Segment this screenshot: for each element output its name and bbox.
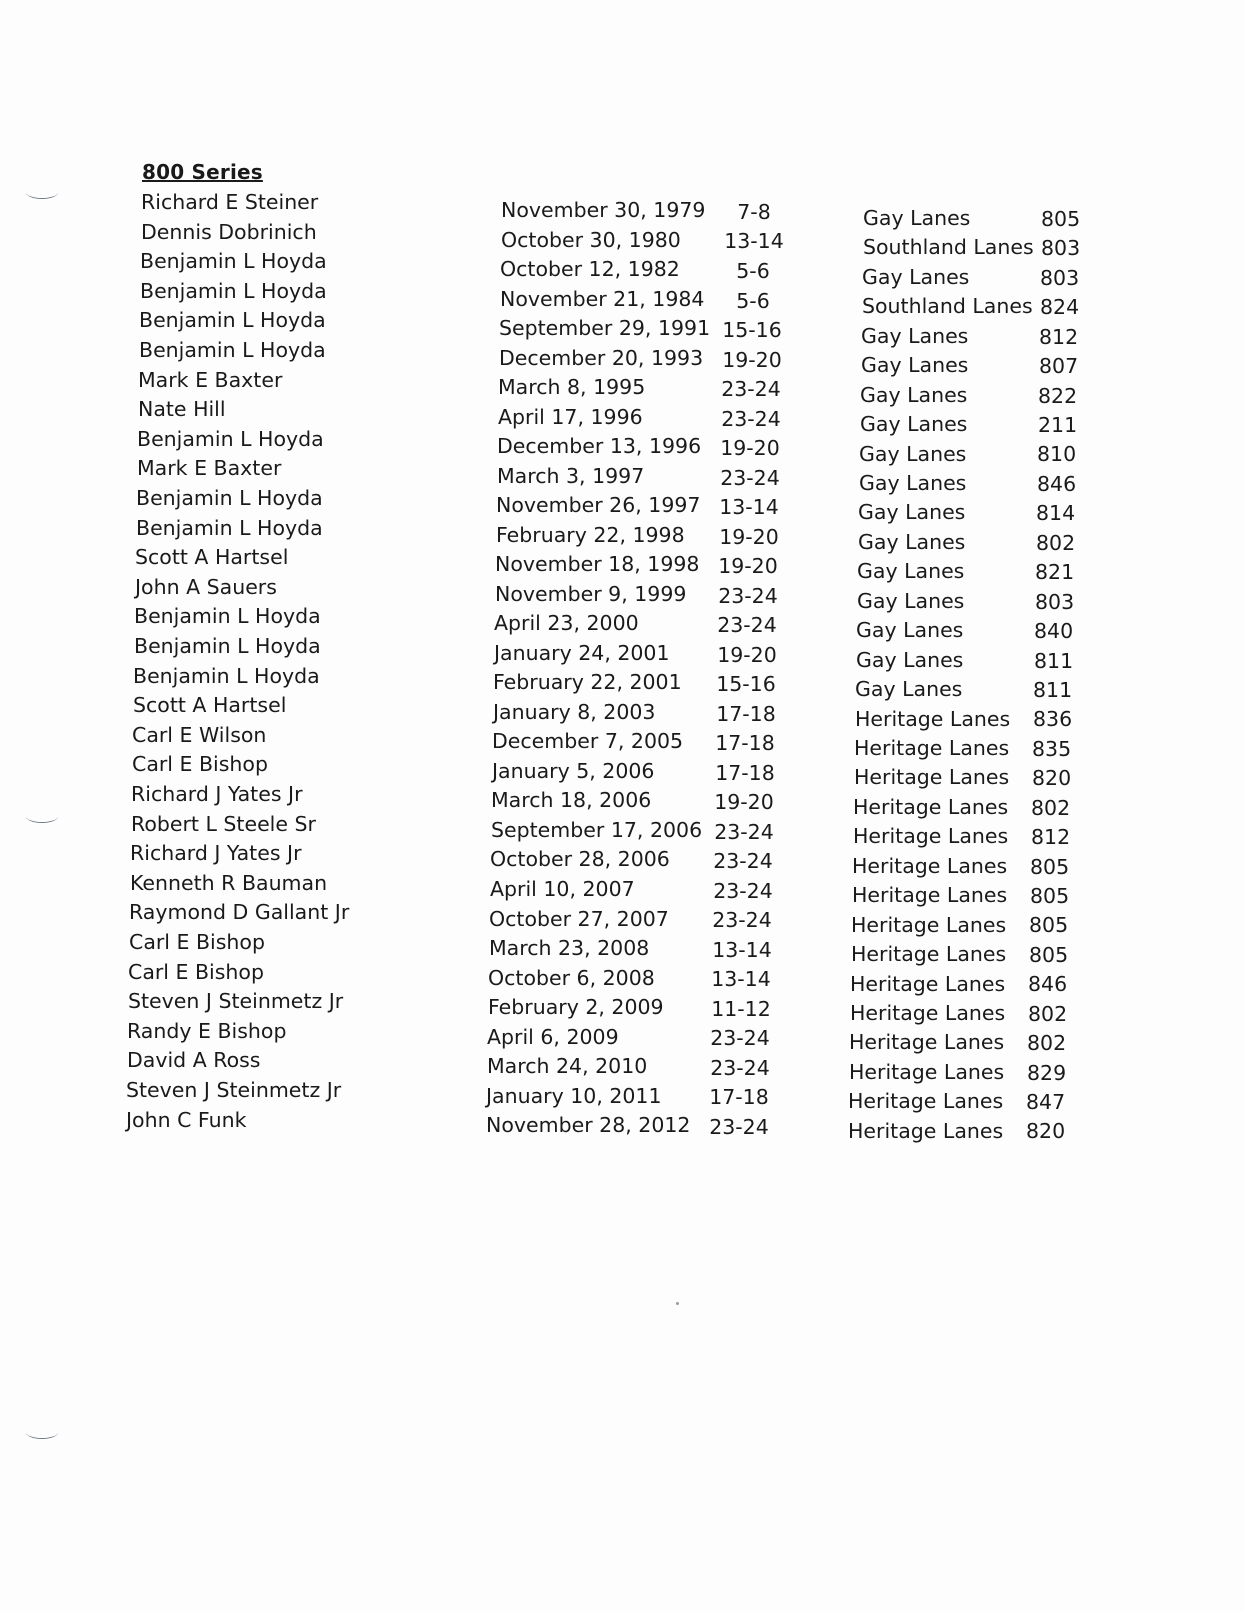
bowler-name: Steven J Steinmetz Jr — [128, 989, 344, 1014]
series-date: March 3, 1997 — [497, 463, 645, 488]
table-row — [128, 958, 1245, 997]
bowling-house: Heritage Lanes — [853, 794, 1009, 819]
bowler-name: Richard E Steiner — [141, 190, 319, 214]
series-games: 5-6 — [736, 258, 770, 283]
table-row — [127, 1046, 1245, 1085]
series-games: 23-24 — [717, 613, 777, 638]
series-date: March 24, 2010 — [487, 1054, 648, 1079]
series-score: 805 — [1030, 884, 1070, 908]
series-date: January 10, 2011 — [486, 1083, 662, 1108]
bowler-name: Benjamin L Hoyda — [140, 249, 327, 274]
series-score: 805 — [1029, 913, 1069, 938]
table-row — [128, 987, 1245, 1026]
bowling-house: Heritage Lanes — [849, 1059, 1005, 1084]
table-row — [136, 484, 1245, 526]
bowler-name: Richard J Yates Jr — [131, 782, 303, 806]
bowler-name: David A Ross — [127, 1048, 261, 1073]
bowling-house: Heritage Lanes — [851, 912, 1007, 937]
series-score: 814 — [1036, 501, 1076, 526]
table-row — [134, 632, 1245, 673]
bowler-name: Randy E Bishop — [127, 1018, 287, 1043]
page-title: 800 Series — [142, 160, 263, 184]
table-row — [135, 543, 1245, 585]
series-date: December 13, 1996 — [497, 434, 702, 459]
series-date: February 22, 2001 — [493, 670, 682, 695]
bowler-name: Benjamin L Hoyda — [136, 486, 323, 510]
series-score: 811 — [1034, 648, 1074, 673]
series-score: 836 — [1033, 707, 1073, 732]
series-games: 17-18 — [716, 701, 776, 726]
series-games: 19-20 — [722, 347, 782, 372]
bowling-house: Gay Lanes — [862, 264, 970, 289]
bowling-house: Heritage Lanes — [854, 765, 1010, 790]
series-score: 805 — [1041, 207, 1081, 231]
series-date: March 18, 2006 — [491, 788, 652, 813]
series-date: March 23, 2008 — [489, 936, 650, 961]
table-row — [140, 277, 1245, 320]
series-games: 23-24 — [714, 819, 774, 844]
bowling-house: Southland Lanes — [863, 235, 1034, 260]
series-games: 23-24 — [713, 878, 773, 903]
bowling-house: Gay Lanes — [855, 677, 963, 702]
bowling-house: Gay Lanes — [857, 588, 965, 613]
table-row — [139, 306, 1245, 349]
series-score: 840 — [1034, 619, 1074, 644]
series-games: 13-14 — [712, 937, 772, 962]
series-games: 13-14 — [719, 495, 779, 520]
series-score: 847 — [1026, 1090, 1066, 1115]
bowler-name: Benjamin L Hoyda — [140, 278, 327, 303]
table-row — [130, 869, 1245, 908]
series-games: 23-24 — [710, 1026, 770, 1051]
bowling-house: Heritage Lanes — [855, 706, 1011, 731]
table-row — [139, 336, 1245, 379]
series-date: November 26, 1997 — [496, 493, 701, 518]
bowling-house: Heritage Lanes — [849, 1030, 1005, 1055]
series-date: September 17, 2006 — [491, 817, 703, 842]
series-games: 19-20 — [719, 524, 779, 549]
table-row — [137, 454, 1245, 496]
series-games: 23-24 — [709, 1114, 769, 1139]
series-games: 23-24 — [721, 377, 781, 401]
series-games: 17-18 — [715, 731, 775, 756]
series-games: 17-18 — [709, 1085, 769, 1110]
series-games: 15-16 — [716, 672, 776, 697]
series-score: 211 — [1038, 413, 1078, 438]
bowler-name: Scott A Hartsel — [135, 545, 289, 570]
bowler-name: Richard J Yates Jr — [130, 841, 302, 866]
series-score: 812 — [1031, 825, 1071, 850]
series-score: 803 — [1041, 236, 1081, 261]
bowler-name: Robert L Steele Sr — [131, 811, 316, 836]
series-score: 821 — [1035, 560, 1075, 585]
bowler-name: Benjamin L Hoyda — [139, 338, 326, 362]
series-date: February 2, 2009 — [488, 995, 664, 1020]
table-row — [136, 514, 1245, 555]
series-date: October 6, 2008 — [488, 965, 655, 990]
table-row — [131, 810, 1245, 850]
bowler-name: Mark E Baxter — [137, 456, 282, 481]
bowler-name: Kenneth R Bauman — [130, 870, 328, 895]
table-row — [132, 750, 1245, 791]
series-date: November 21, 1984 — [500, 286, 705, 311]
series-score: 829 — [1027, 1060, 1067, 1085]
bowler-name: Dennis Dobrinich — [141, 219, 317, 244]
bowling-house: Gay Lanes — [858, 529, 966, 554]
series-games: 15-16 — [722, 318, 782, 342]
table-row — [127, 1017, 1245, 1056]
series-games: 5-6 — [736, 288, 770, 313]
series-games: 13-14 — [711, 967, 771, 992]
bowler-name: Benjamin L Hoyda — [136, 515, 323, 540]
table-row — [138, 395, 1245, 438]
series-date: January 5, 2006 — [492, 758, 655, 783]
series-date: November 30, 1979 — [501, 198, 706, 222]
series-score: 835 — [1032, 736, 1072, 761]
table-row — [131, 780, 1245, 820]
table-row — [135, 573, 1245, 614]
series-games: 19-20 — [718, 554, 778, 579]
series-games: 19-20 — [720, 436, 780, 461]
bowling-house: Gay Lanes — [859, 470, 967, 495]
series-games: 13-14 — [724, 229, 784, 254]
series-games: 17-18 — [715, 760, 775, 785]
bowler-name: John A Sauers — [135, 574, 277, 599]
table-row — [133, 691, 1245, 732]
series-score: 822 — [1038, 383, 1078, 408]
table-row — [134, 602, 1245, 644]
bowler-name: Benjamin L Hoyda — [134, 604, 321, 629]
series-date: October 30, 1980 — [501, 227, 681, 252]
table-row — [141, 188, 1245, 231]
series-date: February 22, 1998 — [496, 522, 685, 547]
series-games: 23-24 — [720, 465, 780, 490]
series-score: 846 — [1037, 471, 1077, 496]
series-score: 807 — [1039, 354, 1079, 379]
bowling-house: Gay Lanes — [856, 647, 964, 672]
bowling-house: Gay Lanes — [860, 412, 968, 437]
series-score: 803 — [1040, 265, 1080, 290]
table-row — [141, 218, 1245, 261]
bowling-house: Heritage Lanes — [853, 824, 1009, 849]
table-row — [137, 425, 1245, 467]
series-games: 23-24 — [721, 406, 781, 431]
bowling-house: Heritage Lanes — [854, 736, 1010, 760]
bowling-house: Gay Lanes — [861, 353, 969, 378]
series-score: 820 — [1026, 1119, 1066, 1144]
bowling-house: Heritage Lanes — [850, 971, 1006, 996]
series-date: January 24, 2001 — [494, 640, 670, 665]
series-score: 846 — [1028, 972, 1068, 997]
bowling-house: Southland Lanes — [862, 294, 1033, 319]
bowling-house: Heritage Lanes — [851, 942, 1007, 967]
bowler-name: John C Funk — [126, 1107, 247, 1132]
bowling-house: Gay Lanes — [861, 323, 969, 348]
table-row — [138, 366, 1245, 408]
series-score: 802 — [1031, 795, 1071, 820]
bowling-house: Heritage Lanes — [848, 1118, 1004, 1143]
series-date: April 17, 1996 — [498, 404, 643, 429]
bowling-house: Heritage Lanes — [850, 1001, 1006, 1025]
series-score: 820 — [1032, 766, 1072, 791]
series-score: 805 — [1029, 942, 1069, 967]
bowling-house: Heritage Lanes — [852, 853, 1008, 878]
series-date: November 18, 1998 — [495, 552, 700, 577]
bowler-name: Raymond D Gallant Jr — [129, 900, 350, 925]
series-score: 811 — [1033, 677, 1073, 702]
table-row — [129, 898, 1245, 938]
series-date: November 9, 1999 — [495, 581, 687, 606]
series-date: September 29, 1991 — [499, 316, 711, 341]
series-score: 802 — [1027, 1031, 1067, 1056]
bowling-house: Gay Lanes — [856, 618, 964, 643]
series-score: 805 — [1030, 854, 1070, 879]
series-games: 23-24 — [712, 908, 772, 933]
bowler-name: Nate Hill — [138, 397, 226, 422]
table-row — [133, 662, 1245, 702]
table-row — [129, 928, 1245, 967]
bowling-house: Gay Lanes — [858, 500, 966, 525]
series-date: October 28, 2006 — [490, 847, 670, 872]
series-date: January 8, 2003 — [493, 699, 656, 724]
series-score: 824 — [1040, 295, 1080, 320]
bowler-name: Benjamin L Hoyda — [137, 426, 324, 451]
series-games: 11-12 — [711, 996, 771, 1021]
series-score: 803 — [1035, 589, 1075, 614]
series-date: October 12, 1982 — [500, 257, 680, 282]
series-date: December 7, 2005 — [492, 729, 684, 754]
series-games: 23-24 — [713, 849, 773, 874]
series-score: 812 — [1039, 324, 1079, 349]
bowler-name: Carl E Bishop — [129, 930, 265, 954]
series-date: March 8, 1995 — [498, 375, 646, 400]
series-date: November 28, 2012 — [486, 1113, 691, 1138]
series-date: April 10, 2007 — [490, 877, 635, 902]
bowling-house: Gay Lanes — [863, 206, 971, 230]
series-date: April 23, 2000 — [494, 611, 639, 636]
table-row — [140, 247, 1245, 290]
series-date: April 6, 2009 — [487, 1024, 619, 1049]
series-games: 19-20 — [714, 790, 774, 815]
bowling-house: Heritage Lanes — [848, 1089, 1004, 1114]
bowler-name: Benjamin L Hoyda — [139, 308, 326, 333]
bowler-name: Benjamin L Hoyda — [134, 634, 321, 658]
bowling-house: Heritage Lanes — [852, 883, 1008, 908]
bowling-house: Gay Lanes — [859, 441, 967, 466]
table-row — [126, 1106, 1245, 1144]
series-score: 802 — [1036, 530, 1076, 555]
table-row — [132, 721, 1245, 761]
bowler-name: Carl E Wilson — [132, 722, 267, 747]
series-games: 19-20 — [717, 642, 777, 667]
bowling-house: Gay Lanes — [860, 382, 968, 407]
series-score: 810 — [1037, 442, 1077, 467]
bowling-house: Gay Lanes — [857, 559, 965, 584]
series-date: December 20, 1993 — [499, 345, 704, 370]
bowler-name: Mark E Baxter — [138, 367, 283, 392]
series-games: 7-8 — [737, 200, 771, 224]
bowler-name: Carl E Bishop — [128, 959, 264, 984]
series-games: 23-24 — [710, 1055, 770, 1080]
series-games: 23-24 — [718, 583, 778, 608]
series-score: 802 — [1028, 1001, 1068, 1026]
bowler-name: Steven J Steinmetz Jr — [126, 1078, 342, 1102]
bowler-name: Scott A Hartsel — [133, 693, 287, 718]
table-row — [130, 839, 1245, 879]
table-row — [126, 1076, 1245, 1115]
bowler-name: Carl E Bishop — [132, 752, 268, 777]
series-date: October 27, 2007 — [489, 906, 669, 931]
bowler-name: Benjamin L Hoyda — [133, 663, 320, 688]
